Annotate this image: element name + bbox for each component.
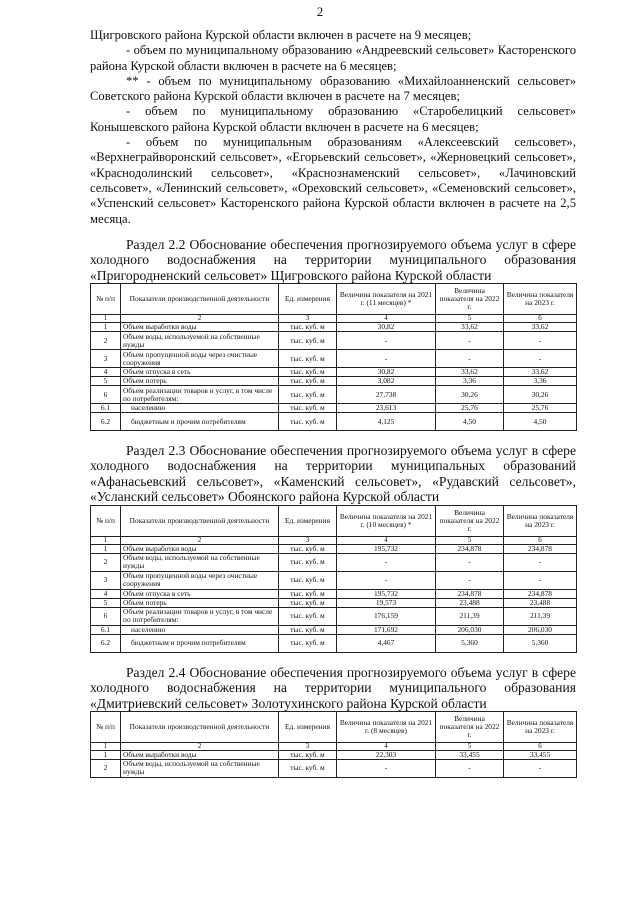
table-cell: 25,76 (504, 404, 577, 413)
column-header: Ед. измерения (279, 284, 337, 315)
table-cell: тыс. куб. м (279, 634, 337, 652)
page-number: 2 (316, 4, 324, 19)
table-cell: 176,159 (337, 607, 436, 625)
table-cell: 22,303 (337, 750, 436, 759)
table-cell: - (337, 332, 436, 350)
table-cell: 19,573 (337, 598, 436, 607)
table-row (91, 750, 577, 759)
table-cell: Объем воды, используемой на собственные нужды (121, 332, 279, 350)
table-cell: - (436, 571, 504, 589)
column-number: 5 (436, 315, 504, 323)
column-header: № п/п (91, 711, 121, 742)
table-cell: 4,50 (504, 413, 577, 431)
column-header: Величина показателя на 2021 г. (11 месяцев) * (337, 284, 436, 315)
table-cell: 3,082 (337, 377, 436, 386)
table-cell: Объем выработки воды (121, 750, 279, 759)
table-cell: тыс. куб. м (279, 759, 337, 777)
table-cell: 6.2 (91, 634, 121, 652)
table-cell: 206,030 (504, 625, 577, 634)
table-cell: населению (121, 625, 279, 634)
table-cell: бюджетным и прочим потребителям (121, 634, 279, 652)
section-heading: Раздел 2.3 Обоснование обеспечения прогнозируемого объема услуг в сфере холодного водоснабжения на территории муниципальных образований «Афанасьевский сельсовет», «Каменский сельсовет», «Рудавский сельсовет», «Усланский сельсовет» Обоянского района Курской области (90, 443, 576, 505)
column-header: Величина показателя на 2023 г. (504, 284, 577, 315)
column-header: № п/п (91, 284, 121, 315)
table-cell: тыс. куб. м (279, 350, 337, 368)
table-cell: 4,125 (337, 413, 436, 431)
table-header-row (91, 284, 577, 315)
column-number: 5 (436, 742, 504, 750)
table-cell: 4,50 (436, 413, 504, 431)
table-cell: тыс. куб. м (279, 750, 337, 759)
table-cell: 33,62 (504, 323, 577, 332)
column-header: Величина показателя на 2023 г. (504, 711, 577, 742)
table-cell: Объем воды, используемой на собственные нужды (121, 553, 279, 571)
section-heading: Раздел 2.4 Обоснование обеспечения прогнозируемого объема услуг в сфере холодного водоснабжения на территории муниципального образования «Дмитриевский сельсовет» Золотухинского района Курской области (90, 664, 576, 711)
table-cell: Объем пропущенной воды через очистные сооружения (121, 571, 279, 589)
table-cell: 5 (91, 377, 121, 386)
table-cell: - (337, 553, 436, 571)
table-cell: тыс. куб. м (279, 553, 337, 571)
table-cell: Объем реализации товаров и услуг, в том числе по потребителям: (121, 386, 279, 404)
table-cell: 3,36 (436, 377, 504, 386)
table-cell: 1 (91, 750, 121, 759)
table-cell: тыс. куб. м (279, 589, 337, 598)
table-row (91, 350, 577, 368)
table-cell: 25,76 (436, 404, 504, 413)
table-cell: 234,878 (504, 544, 577, 553)
table-cell: - (337, 759, 436, 777)
column-number: 4 (337, 742, 436, 750)
paragraph-2: - объем по муниципальному образованию «Андреевский сельсовет» Касторенского района Курской области включен в расчете на 6 месяцев; (90, 43, 576, 73)
table-cell: тыс. куб. м (279, 625, 337, 634)
table-cell: 5 (91, 598, 121, 607)
table-cell: 23,613 (337, 404, 436, 413)
table-cell: 33,62 (504, 368, 577, 377)
column-header: Величина показателя на 2022 г. (436, 505, 504, 536)
table-cell: - (504, 350, 577, 368)
table-cell: 5,360 (504, 634, 577, 652)
column-number: 6 (504, 536, 577, 544)
table-cell: 5,360 (436, 634, 504, 652)
column-header: Величина показателя на 2023 г. (504, 505, 577, 536)
table-cell: 3 (91, 571, 121, 589)
table-cell: 195,732 (337, 544, 436, 553)
table-cell: 6.1 (91, 404, 121, 413)
column-number: 4 (337, 315, 436, 323)
column-number: 6 (504, 315, 577, 323)
paragraph-4: - объем по муниципальному образованию «Старобелицкий сельсовет» Конышевского района Курской области включен в расчете на 6 месяцев; (90, 104, 576, 134)
column-number: 1 (91, 315, 121, 323)
table-cell: тыс. куб. м (279, 377, 337, 386)
table-row (91, 759, 577, 777)
column-number: 4 (337, 536, 436, 544)
table-cell: - (436, 332, 504, 350)
table-cell: - (504, 332, 577, 350)
column-number-row (91, 536, 577, 544)
table-row (91, 607, 577, 625)
table-cell: Объем отпуска в сеть (121, 589, 279, 598)
column-header: Величина показателя на 2022 г. (436, 711, 504, 742)
table-row (91, 598, 577, 607)
table-cell: 4 (91, 368, 121, 377)
table-cell: 2 (91, 332, 121, 350)
table-row (91, 634, 577, 652)
table-cell: 30,26 (504, 386, 577, 404)
table-cell: 1 (91, 323, 121, 332)
table-cell: Объем пропущенной воды через очистные сооружения (121, 350, 279, 368)
table-cell: 4 (91, 589, 121, 598)
column-header: № п/п (91, 505, 121, 536)
column-header: Величина показателя на 2022 г. (436, 284, 504, 315)
table-cell: тыс. куб. м (279, 386, 337, 404)
table-cell: тыс. куб. м (279, 571, 337, 589)
table-cell: 195,732 (337, 589, 436, 598)
table-cell: 234,878 (504, 589, 577, 598)
table-row (91, 544, 577, 553)
indicator-table (90, 505, 577, 653)
column-header: Ед. измерения (279, 505, 337, 536)
column-number: 2 (121, 315, 279, 323)
table-cell: тыс. куб. м (279, 598, 337, 607)
table-cell: 234,878 (436, 589, 504, 598)
column-header: Величина показателя на 2021 г. (10 месяцев) * (337, 505, 436, 536)
table-cell: 171,692 (337, 625, 436, 634)
table-cell: Объем выработки воды (121, 544, 279, 553)
table-cell: 6 (91, 386, 121, 404)
table-cell: 3,36 (504, 377, 577, 386)
table-cell: 33,455 (504, 750, 577, 759)
column-number: 1 (91, 536, 121, 544)
table-cell: 23,488 (504, 598, 577, 607)
table-row (91, 625, 577, 634)
table-cell: Объем отпуска в сеть (121, 368, 279, 377)
column-number: 5 (436, 536, 504, 544)
table-cell: 206,030 (436, 625, 504, 634)
table-cell: 234,878 (436, 544, 504, 553)
table-cell: 33,62 (436, 368, 504, 377)
table-cell: 1 (91, 544, 121, 553)
table-cell: Объем воды, используемой на собственные нужды (121, 759, 279, 777)
column-number: 3 (279, 742, 337, 750)
table-cell: Объем потерь (121, 598, 279, 607)
table-cell: 4,467 (337, 634, 436, 652)
table-cell: 6 (91, 607, 121, 625)
column-number: 3 (279, 536, 337, 544)
table-cell: - (436, 759, 504, 777)
column-header: Показатели производственной деятельности (121, 505, 279, 536)
table-cell: Объем реализации товаров и услуг, в том числе по потребителям: (121, 607, 279, 625)
table-row (91, 413, 577, 431)
table-cell: бюджетным и прочим потребителям (121, 413, 279, 431)
table-cell: 30,26 (436, 386, 504, 404)
column-number: 1 (91, 742, 121, 750)
table-cell: 30,82 (337, 323, 436, 332)
table-cell: населению (121, 404, 279, 413)
paragraph-1: Щигровского района Курской области включен в расчете на 9 месяцев; (90, 28, 472, 42)
table-row (91, 404, 577, 413)
column-header: Показатели производственной деятельности (121, 284, 279, 315)
table-cell: 2 (91, 553, 121, 571)
paragraph-5: - объем по муниципальным образованиям «Алексеевский сельсовет», «Верхнеграйворонский сельсовет», «Егорьевский сельсовет», «Жерновецкий сельсовет», «Краснодолинский сельсовет», «Краснознаменский сельсовет», «Лачиновский сельсовет», «Ленинский сельсовет», «Ореховский сельсовет», «Семеновский сельсовет», «Успенский сельсовет» Касторенского района Курской области включен в расчете на 2,5 месяца. (90, 135, 576, 226)
column-number: 2 (121, 742, 279, 750)
column-number: 3 (279, 315, 337, 323)
table-cell: Объем выработки воды (121, 323, 279, 332)
table-cell: - (436, 553, 504, 571)
table-header-row (91, 711, 577, 742)
table-cell: тыс. куб. м (279, 544, 337, 553)
table-header-row (91, 505, 577, 536)
table-cell: тыс. куб. м (279, 404, 337, 413)
column-header: Величина показателя на 2021 г. (8 месяцев) (337, 711, 436, 742)
table-cell: - (436, 350, 504, 368)
column-number: 6 (504, 742, 577, 750)
table-cell: тыс. куб. м (279, 413, 337, 431)
table-cell: 211,39 (436, 607, 504, 625)
table-cell: - (504, 759, 577, 777)
table-cell: тыс. куб. м (279, 332, 337, 350)
table-cell: 33,62 (436, 323, 504, 332)
sections-container (90, 237, 576, 778)
table-row (91, 323, 577, 332)
column-header: Показатели производственной деятельности (121, 711, 279, 742)
table-row (91, 377, 577, 386)
table-cell: - (504, 553, 577, 571)
table-cell: 23,488 (436, 598, 504, 607)
table-cell: 6.1 (91, 625, 121, 634)
table-cell: 6.2 (91, 413, 121, 431)
table-cell: - (337, 350, 436, 368)
indicator-table (90, 711, 577, 778)
table-cell: - (337, 571, 436, 589)
table-cell: 211,39 (504, 607, 577, 625)
table-cell: 30,82 (337, 368, 436, 377)
table-row (91, 589, 577, 598)
table-row (91, 571, 577, 589)
table-row (91, 386, 577, 404)
table-cell: 27,738 (337, 386, 436, 404)
table-row (91, 553, 577, 571)
column-number: 2 (121, 536, 279, 544)
table-cell: Объем потерь (121, 377, 279, 386)
indicator-table (90, 283, 577, 431)
table-cell: тыс. куб. м (279, 323, 337, 332)
document-body (90, 28, 576, 790)
table-row (91, 332, 577, 350)
table-cell: 2 (91, 759, 121, 777)
table-cell: - (504, 571, 577, 589)
table-cell: 33,455 (436, 750, 504, 759)
table-cell: тыс. куб. м (279, 368, 337, 377)
paragraph-3: ** - объем по муниципальному образованию «Михайлоанненский сельсовет» Советского района Курской области включен в расчете на 7 месяцев; (90, 73, 576, 104)
table-cell: 3 (91, 350, 121, 368)
column-header: Ед. измерения (279, 711, 337, 742)
table-cell: тыс. куб. м (279, 607, 337, 625)
section-heading: Раздел 2.2 Обоснование обеспечения прогнозируемого объема услуг в сфере холодного водоснабжения на территории муниципального образования «Пригородненский сельсовет» Щигровского района Курской области (90, 236, 576, 283)
